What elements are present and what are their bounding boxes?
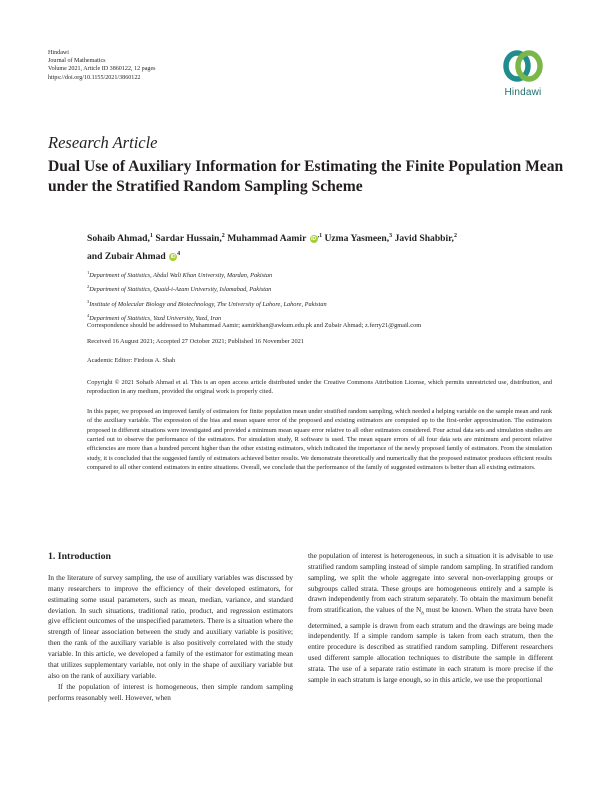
logo-text: Hindawi [504,87,542,98]
author: Sohaib Ahmad,$^1$ [87,233,153,245]
hindawi-logo-icon [502,47,544,85]
volume-line: Volume 2021, Article ID 3860122, 12 pages [48,66,156,73]
article-type: Research Article [48,133,158,152]
section-heading-introduction: 1. Introduction [48,551,111,562]
publication-info [48,49,156,82]
affiliation-item: $^4$Department of Statistics, Yazd University, Yazd, Iran [87,312,222,322]
article-dates: Received 16 August 2021; Accepted 27 October 2021; Published 16 November 2021 [87,338,305,345]
body-column-left [48,573,293,704]
academic-editor: Academic Editor: Firdous A. Shah [87,357,176,364]
orcid-icon[interactable]: iD [170,253,176,260]
orcid-icon[interactable]: iD [311,236,317,243]
paragraph: If the population of interest is homogeneous, then simple random sampling performs reasonably well. However, when [48,683,293,703]
affiliations [87,267,327,324]
journal-name: Journal of Mathematics [48,58,106,65]
paper-title: Dual Use of Auxiliary Information for Estimating the Finite Population Mean under the Stratified Random Sampling Scheme [48,158,564,195]
author: Uzma Yasmeen,$^3$ [324,233,393,245]
author-list [87,229,557,264]
author: Sardar Hussain,$^2$ [155,233,225,245]
copyright-notice: Copyright © 2021 Sohaib Ahmad et al. This is an open access article distributed under the Creative Commons Attribution License, which permits unrestricted use, distribution, and reproduction in any medium, provided the original work is properly cited. [87,379,552,396]
affiliation-item: $^2$Department of Statistics, Quaid-i-Azam University, Islamabad, Pakistan [87,284,272,294]
correspondence: Correspondence should be addressed to Muhammad Aamir; aamirkhan@awkum.edu.pk and Zubair Ahmad; z.ferry21@gmail.com [87,322,422,329]
hindawi-logo [496,47,550,98]
abstract: In this paper, we proposed an improved family of estimators for finite population mean under stratified random sampling, which needed a helping variable on the sample mean and rank of the auxiliary variable. The expression of the bias and mean square error of the proposed and existing estimators are computed up to the first-order approximation. The estimators proposed in different situations were investigated and provided a minimum mean square error relative to all other estimators considered. Four actual data sets and simulation studies are carried out to observe the performance of the estimators. For simulation study, R software is used. The mean square errors of all four data sets are minimum and percent relative efficiencies are more than a hundred percent higher than the other existing estimators, which indicated the importance of the newly proposed family of estimators. From the simulation study, it is concluded that the suggested family of estimators achieved better results. We demonstrate theoretically and numerically that the proposed estimator produces efficient results compared to all other contend estimators in entire situations. Overall, we conclude that the performance of the family of suggested estimators is better than all existing estimators. [87,408,552,472]
author: and Zubair Ahmad $iD^4$ [87,250,181,262]
affiliation-item: $^3$Institute of Molecular Biology and Biotechnology, The University of Lahore, Lahore, Pakistan [87,298,327,308]
author: Javid Shabbir,$^2$ [394,233,457,245]
affiliation-item: $^1$Department of Statistics, Abdul Wali Khan University, Mardan, Pakistan [87,270,273,280]
publisher-name: Hindawi [48,50,69,56]
doi-link[interactable]: https://doi.org/10.1155/2021/3860122 [48,74,141,81]
body-column-right [308,551,553,686]
author: Muhammad Aamir $iD^{,1}$ [227,233,323,245]
paragraph: In the literature of survey sampling, the use of auxiliary variables was discussed by many researchers to improve the efficiency of their developed estimators, for estimating some usual parameters, such as mean, median, variance, and standard deviation. In such situations, traditional ratio, product, and regression estimators give efficient outcomes of the unspecified parameters. There is a situation where the strength of linear association between the study and auxiliary variable is positive; then the rank of the auxiliary variable is also positively correlated with the study variable. In this article, we developed a family of the estimator for estimating mean that utilizes supplementary variable, not only in the shape of auxiliary variable but also on the rank of auxiliary variable. [48,574,293,680]
paragraph: the population of interest is heterogeneous, in such a situation it is advisable to use stratified random sampling instead of simple random sampling. In stratified random sampling, we split the whole aggregate into several non-overlapping groups or subgroups called strata. These groups are homogeneous entirely and a sample is drawn independently from each stratum separately. To obtain the maximum benefit from stratification, the values of the $N_h$ must be known. When the strata have been determined, a sample is drawn from each stratum and the drawings are being made independently. If a simple random sample is taken from each stratum, then the entire procedure is described as stratified random sampling. Different researchers used different sample allocation techniques to distribute the sample in different strata. The use of a separate ratio estimate in each stratum is more precise if the sample in each stratum is large enough, so in this article, we use the proportional [308,552,553,684]
